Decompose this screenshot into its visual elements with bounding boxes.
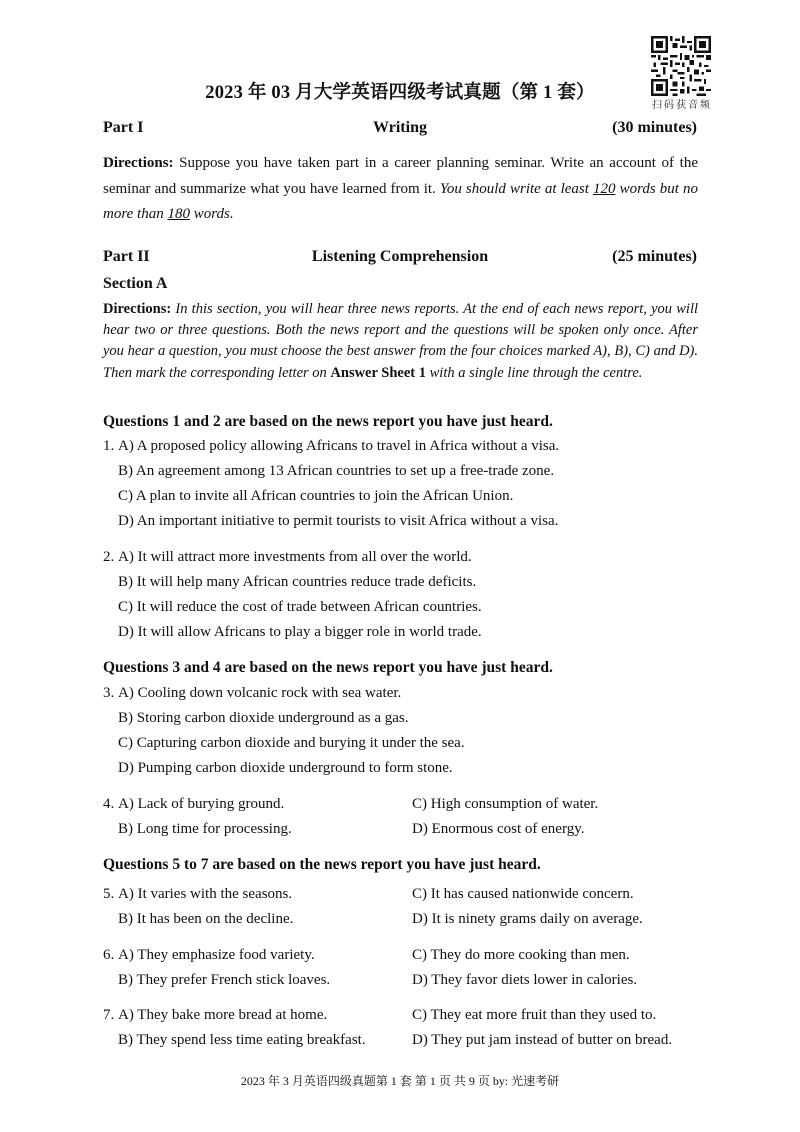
group-heading: Questions 5 to 7 are based on the news report you have just heard. [103, 856, 541, 873]
question-number: 3. [103, 685, 115, 701]
option-d: D) They favor diets lower in calories. [412, 972, 638, 988]
part1-label: Part I [103, 119, 144, 136]
min-words: 120 [593, 180, 616, 197]
directions-text: Suppose you have taken part in a career planning seminar. Write an account of the seminar and summarize what you have learned from it. [103, 155, 698, 197]
directions-italic: words but no more than [103, 180, 698, 222]
question-number: 2. [103, 549, 115, 565]
max-words: 180 [167, 206, 190, 222]
part2-directions [103, 299, 698, 384]
part2-label: Part II [103, 248, 150, 265]
option-a: A) Cooling down volcanic rock with sea water. [118, 685, 402, 701]
option-a: A) It varies with the seasons. [118, 886, 293, 902]
part1-time: (30 minutes) [612, 119, 697, 136]
part2-time: (25 minutes) [612, 248, 697, 265]
page-footer: 2023 年 3 月英语四级真题第 1 套 第 1 页 共 9 页 by: 光速考研 [240, 1074, 560, 1088]
option-c: C) High consumption of water. [412, 796, 599, 812]
option-a: A) They emphasize food variety. [118, 947, 315, 963]
directions-italic: words. [189, 206, 234, 222]
part2-header [103, 248, 697, 270]
option-c: C) A plan to invite all African countries to join the African Union. [118, 488, 514, 504]
question-number: 4. [103, 796, 115, 812]
group-heading: Questions 3 and 4 are based on the news report you have just heard. [103, 659, 553, 676]
option-c: C) They do more cooking than men. [412, 947, 630, 963]
option-b: B) It has been on the decline. [118, 911, 294, 927]
option-a: A) It will attract more investments from all over the world. [118, 549, 472, 565]
directions-italic: with a single line through the centre. [426, 364, 643, 381]
question-number: 5. [103, 886, 115, 902]
part1-directions [103, 151, 698, 228]
question-number: 7. [103, 1007, 115, 1023]
part1-header [103, 119, 697, 141]
qr-code[interactable] [651, 36, 711, 96]
option-c: C) It will reduce the cost of trade between African countries. [118, 599, 482, 615]
page-title: 2023 年 03 月大学英语四级考试真题（第 1 套） [205, 83, 595, 103]
option-d: D) They put jam instead of butter on bread. [412, 1032, 673, 1048]
directions-label: Directions: [103, 155, 174, 171]
part1-name: Writing [373, 119, 427, 136]
option-a: A) Lack of burying ground. [118, 796, 285, 812]
option-b: B) They spend less time eating breakfast. [118, 1032, 366, 1048]
directions-label: Directions: [103, 301, 172, 317]
option-b: B) Long time for processing. [118, 821, 292, 837]
option-b: B) It will help many African countries reduce trade deficits. [118, 574, 477, 590]
option-d: D) It is ninety grams daily on average. [412, 911, 643, 927]
option-b: B) They prefer French stick loaves. [118, 972, 331, 988]
directions-italic: You should write at least [439, 180, 593, 197]
group-heading: Questions 1 and 2 are based on the news report you have just heard. [103, 413, 553, 430]
question-number: 1. [103, 438, 115, 454]
option-b: B) Storing carbon dioxide underground as a gas. [118, 710, 409, 726]
option-d: D) An important initiative to permit tourists to visit Africa without a visa. [118, 513, 559, 529]
option-a: A) They bake more bread at home. [118, 1007, 328, 1023]
part2-name: Listening Comprehension [311, 248, 489, 265]
directions-italic: In this section, you will hear three news reports. At the end of each news report, you will hear two or three questions. Both the news report and the questions will be spoken only once. After you hear a question, you must choose the best answer from the four choices marked A), B), C) and D). Then mark the corresponding letter on [103, 301, 698, 381]
option-c: C) They eat more fruit than they used to. [412, 1007, 657, 1023]
option-b: B) An agreement among 13 African countries to set up a free-trade zone. [118, 463, 555, 479]
option-c: C) Capturing carbon dioxide and burying it under the sea. [118, 735, 465, 751]
answer-sheet-ref: Answer Sheet 1 [330, 364, 426, 381]
option-c: C) It has caused nationwide concern. [412, 886, 634, 902]
section-title: Section A [103, 275, 168, 292]
option-d: D) It will allow Africans to play a bigger role in world trade. [118, 624, 482, 640]
qr-caption: 扫码获音频 [652, 100, 712, 111]
question-number: 6. [103, 947, 115, 963]
option-d: D) Enormous cost of energy. [412, 821, 585, 837]
option-a: A) A proposed policy allowing Africans to travel in Africa without a visa. [118, 438, 560, 454]
option-d: D) Pumping carbon dioxide underground to form stone. [118, 760, 453, 776]
